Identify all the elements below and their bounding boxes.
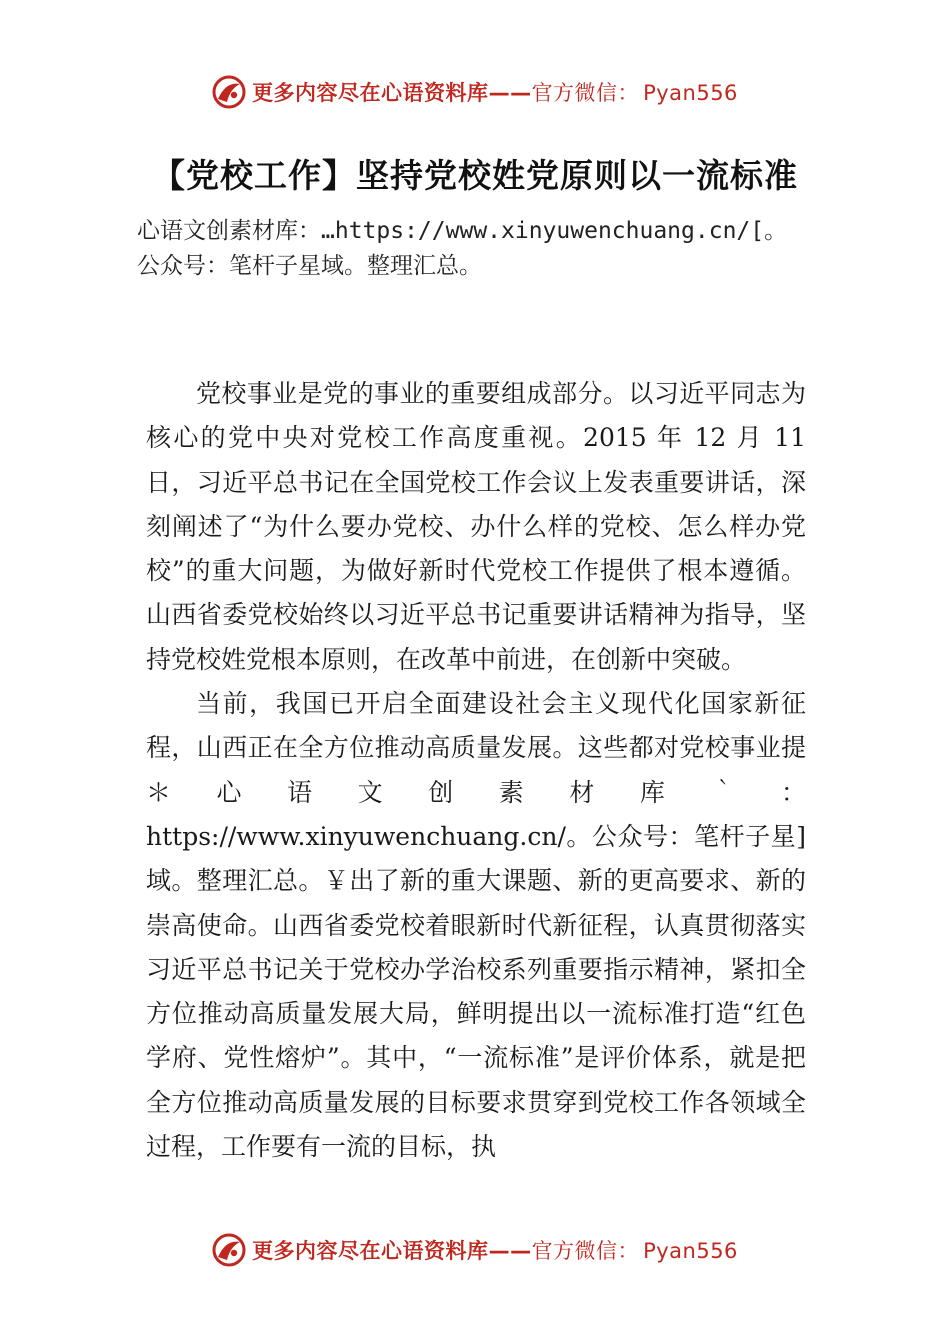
paragraph: 当前，我国已开启全面建设社会主义现代化国家新征程，山西正在全方位推动高质量发展。这些都对党校事业提＊心语文创素材库｀：https://www.xinyuwenchuang.cn/。公众号：笔杆子星]域。整理汇总。￥出了新的重大课题、新的更高要求、新的崇高使命。山西省委党校着眼新时代新征程，认真贯彻落实习近平总书记关于党校办学治校系列重要指示精神，紧扣全方位推动高质量发展大局，鲜明提出以一流标准打造“红色学府、党性熔炉”。其中，“一流标准”是评价体系，就是把全方位推动高质量发展的目标要求贯穿到党校工作各领域全过程，工作要有一流的目标，执: [146, 689, 806, 1162]
source-line-2: 公众号：笔杆子星域。整理汇总。: [137, 253, 482, 279]
brand-logo-icon: [212, 1233, 246, 1267]
banner-text: 更多内容尽在心语资料库——官方微信： Pyan556: [252, 1239, 738, 1263]
paragraph: 党校事业是党的事业的重要组成部分。以习近平同志为核心的党中央对党校工作高度重视。2015 年 12 月 11 日，习近平总书记在全国党校工作会议上发表重要讲话，深刻阐述了“为什么要办党校、办什么样的党校、怎么样办党校”的重大问题，为做好新时代党校工作提供了根本遵循。山西省委党校始终以习近平总书记重要讲话精神为指导，坚持党校姓党根本原则，在改革中前进，在创新中突破。: [146, 379, 806, 674]
header-banner: [0, 72, 950, 112]
source-note: [137, 214, 827, 284]
article-body: [146, 372, 806, 1169]
banner-text: 更多内容尽在心语资料库——官方微信： Pyan556: [252, 81, 738, 105]
brand-logo-icon: [212, 75, 246, 109]
footer-banner: [0, 1230, 950, 1270]
document-title: 【党校工作】坚持党校姓党原则以一流标准: [152, 156, 798, 195]
source-line-1: 心语文创素材库：…https://www.xinyuwenchuang.cn/[。: [137, 218, 788, 244]
